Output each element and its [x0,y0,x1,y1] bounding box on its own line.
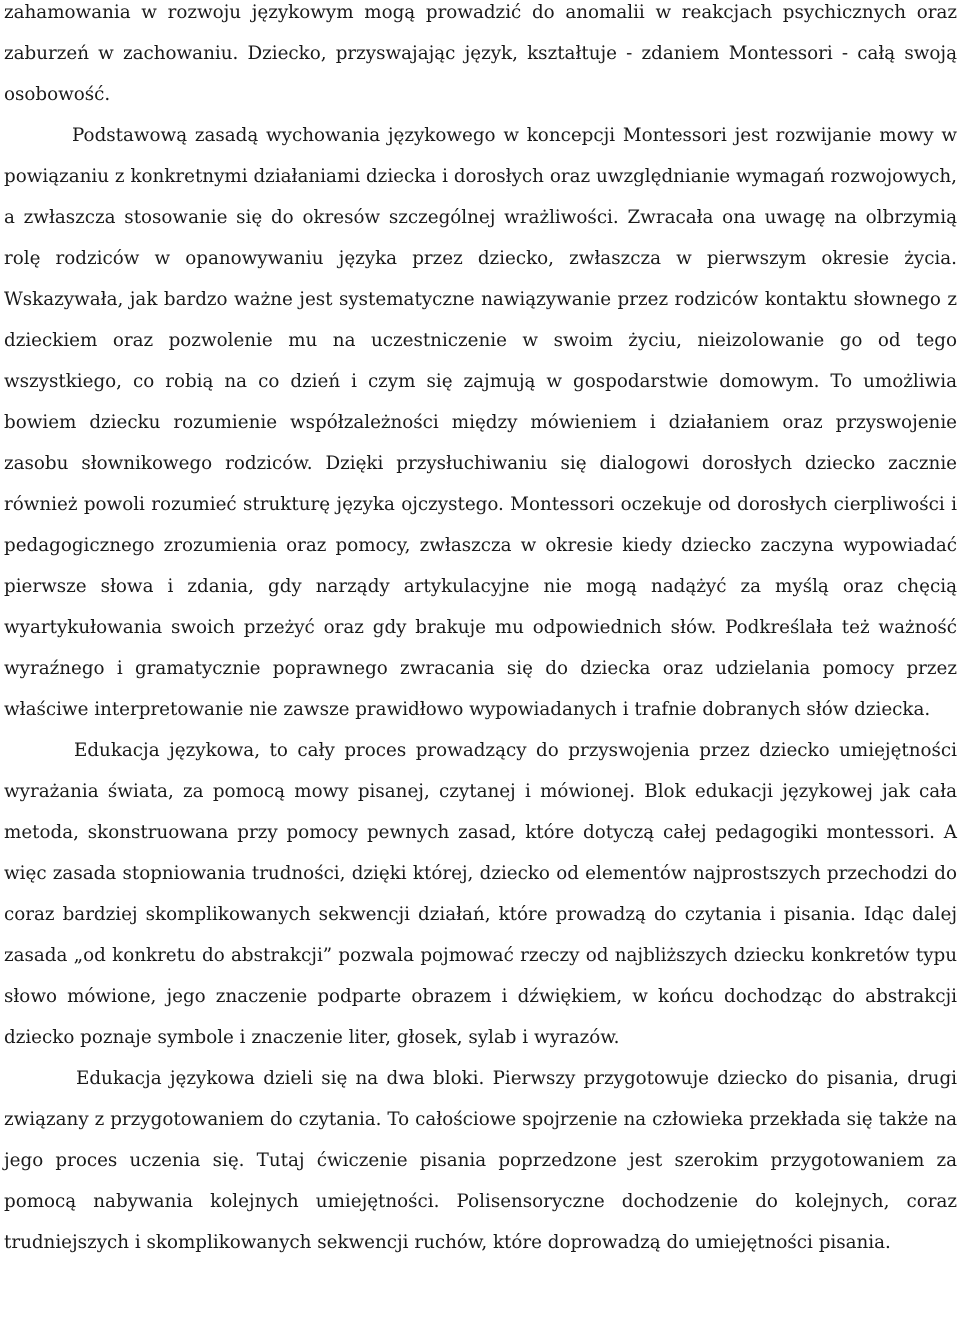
paragraph-two-blocks: Edukacja językowa dzieli się na dwa bloki. Pierwszy przygotowuje dziecko do pisania, drugi związany z przygotowaniem do czytania. To całościowe spojrzenie na człowieka przekłada się także na jego proces uczenia się. Tutaj ćwiczenie pisania poprzedzone jest szerokim przygotowaniem za pomocą nabywania kolejnych umiejętności. Polisensoryczne dochodzenie do kolejnych, coraz trudniejszych i skomplikowanych sekwencji ruchów, które doprowadzą do umiejętności pisania. [4,1068,957,1253]
paragraph-language-education-process: Edukacja językowa, to cały proces prowadzący do przyswojenia przez dziecko umiejętności wyrażania świata, za pomocą mowy pisanej, czytanej i mówionej. Blok edukacji językowej jak cała metoda, skonstruowana przy pomocy pewnych zasad, które dotyczą całej pedagogiki montessori. A więc zasada stopniowania trudności, dzięki której, dziecko od elementów najprostszych przechodzi do coraz bardziej skomplikowanych sekwencji działań, które prowadzą do czytania i pisania. Idąc dalej zasada „od konkretu do abstrakcji” pozwala pojmować rzeczy od najbliższych dziecku konkretów typu słowo mówione, jego znaczenie podparte obrazem i dźwiękiem, w końcu dochodząc do abstrakcji dziecko poznaje symbole i znaczenie liter, głosek, sylab i wyrazów. [4,740,957,1048]
paragraph-intro: zahamowania w rozwoju językowym mogą prowadzić do anomalii w reakcjach psychicznych oraz zaburzeń w zachowaniu. Dziecko, przyswajając język, kształtuje - zdaniem Montessori - całą swoją osobowość. [4,2,957,105]
paragraph-language-education-principle: Podstawową zasadą wychowania językowego w koncepcji Montessori jest rozwijanie mowy w powiązaniu z konkretnymi działaniami dziecka i dorosłych oraz uwzględnianie wymagań rozwojowych, a zwłaszcza stosowanie się do okresów szczególnej wrażliwości. Zwracała ona uwagę na olbrzymią rolę rodziców w opanowywaniu języka przez dziecko, zwłaszcza w pierwszym okresie życia. Wskazywała, jak bardzo ważne jest systematyczne nawiązywanie przez rodziców kontaktu słownego z dzieckiem oraz pozwolenie mu na uczestniczenie w swoim życiu, nieizolowanie go od tego wszystkiego, co robią na co dzień i czym się zajmują w gospodarstwie domowym. To umożliwia bowiem dziecku rozumienie współzależności między mówieniem i działaniem oraz przyswojenie zasobu słownikowego rodziców. Dzięki przysłuchiwaniu się dialogowi dorosłych dziecko zacznie również powoli rozumieć strukturę języka ojczystego. Montessori oczekuje od dorosłych cierpliwości i pedagogicznego zrozumienia oraz pomocy, zwłaszcza w okresie kiedy dziecko zaczyna wypowiadać pierwsze słowa i zdania, gdy narządy artykulacyjne nie mogą nadążyć za myślą oraz chęcią wyartykułowania swoich przeżyć oraz gdy brakuje mu odpowiednich słów. Podkreślała też ważność wyraźnego i gramatycznie poprawnego zwracania się do dziecka oraz udzielania pomocy przez właściwe interpretowanie nie zawsze prawidłowo wypowiadanych i trafnie dobranych słów dziecka. [4,125,957,720]
